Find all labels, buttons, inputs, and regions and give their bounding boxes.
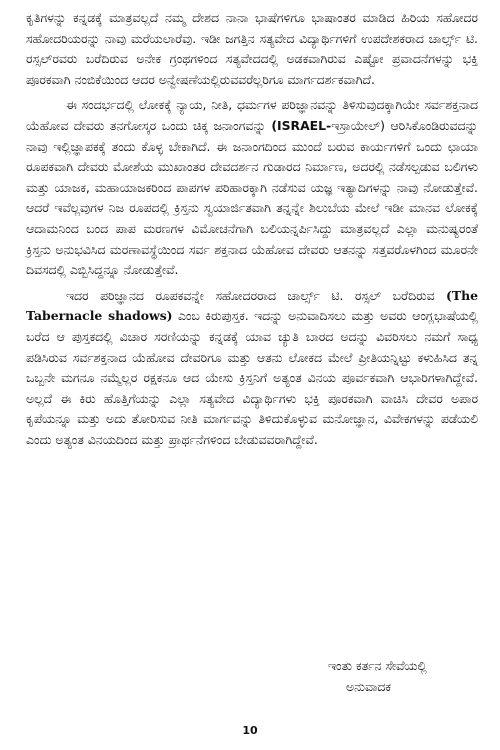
page-number: 10 — [242, 724, 258, 737]
paragraph-3 — [26, 286, 478, 451]
paragraph-2-text-a: ಈ ಸಂದರ್ಭದಲ್ಲಿ ಲೋಕಕ್ಕೆ ನ್ಯಾಯ, ನೀತಿ, ಧರ್ಮಗಳ ಪರಿಜ್ಞಾನವನ್ನು ತಿಳಿಸುವುದಕ್ಕಾಗಿಯೇ ಸರ್ವಶಕ್ತನಾದ ಯೆಹೋವ ದೇವರು ತನಗೋಸ್ಕರ ಒಂದು ಚಿಕ್ಕ ಜನಾಂಗವನ್ನು — [26, 97, 478, 133]
paragraph-3-text-a: ಇದರ ಪರಿಜ್ಞಾನದ ರೂಪಕವನ್ನೇ ಸಹೋದರರಾದ ಚಾರ್ಲ್ಸ್ ಟಿ. ರಸ್ಸಲ್ ಬರೆದಿರುವ — [66, 287, 435, 303]
paragraph-2-text-b: ಇಸ್ರಾಯೇಲ್) ಆರಿಸಿಕೊಂಡಿರುವದನ್ನು ನಾವು ಇಲ್ಲಿಜ್ಞಾಪಕಕ್ಕೆ ತಂದು ಕೊಳ್ಳ ಬೇಕಾಗಿದೆ. ಈ ಜನಾಂಗದಿಂದ ಮುಂದೆ ಬರುವ ಕಾರ್ಯಗಳಿಗೆ ಒಂದು ಛಾಯಾ ರೂಪಕವಾಗಿ ದೇವರು ಮೋಶೆಯ ಮುಖಾಂತರ ದೇವದರ್ಶನ ಗುಡಾರದ ನಿರ್ಮಾಣ, ಅದರಲ್ಲಿ ನಡೆಸಲ್ಪಡುವ ಬಲಿಗಳು ಮತ್ತು ಯಾಜಕ, ಮಹಾಯಾಜಕರಿಂದ ಪಾಪಗಳ ಪರಿಹಾರಕ್ಕಾಗಿ ನಡೆಸುವ ಯಜ್ಞ ಇತ್ಯಾದಿಗಳನ್ನು ನಾವು ನೋಡುತ್ತೇವೆ. ಆದರೆ ಇವೆಲ್ಲವುಗಳ ನಿಜ ರೂಪದಲ್ಲಿ ಕ್ರಿಸ್ತನು ಸ್ವಯಾರ್ಜಿತವಾಗಿ ತನ್ನನ್ನೇ ಶಿಲುಬೆಯ ಮೇಲೆ ಇಡೀ ಮಾನವ ಲೋಕಕ್ಕೆ ಆದಾಮನಿಂದ ಬಂದ ಪಾಪ ಮರಣಗಳ ವಿಮೋಚನೆಗಾಗಿ ಬಲಿಯನ್ನರ್ಪಿಸಿದ್ದು ಮಾತ್ರವಲ್ಲದೆ ಎಲ್ಲಾ ಮನುಷ್ಯರಂತೆ ಕ್ರಿಸ್ತನು ಅನುಭವಿಸಿದ ಮರಣಾವಸ್ಥೆಯಿಂದ ಸರ್ವ ಶಕ್ತನಾದ ಯೆಹೋವ ದೇವರು ಆತನನ್ನು ಸತ್ತವರೊಳಗಿಂದ ಮೂರನೇ ದಿವಸದಲ್ಲಿ ಎಬ್ಬಿಸಿದ್ದನ್ನೂ ನೋಡುತ್ತೇವೆ. — [26, 117, 478, 278]
signoff-block — [328, 656, 427, 697]
signoff-role: ಅನುವಾದಕ — [346, 678, 391, 694]
paragraph-2 — [26, 95, 478, 280]
paragraph-1 — [26, 8, 478, 90]
paragraph-2-latin-term: (ISRAEL- — [271, 117, 332, 133]
paragraph-3-book-title: (The Tabernacle shadows) — [26, 287, 478, 324]
paragraph-1-text: ಕೃತಿಗಳನ್ನು ಕನ್ನಡಕ್ಕೆ ಮಾತ್ರವಲ್ಲದೆ ನಮ್ಮ ದೇಶದ ನಾನಾ ಭಾಷೆಗಳಿಗೂ ಭಾಷಾಂತರ ಮಾಡಿದ ಹಿರಿಯ ಸಹೋದರ ಸಹೋದರಿಯರನ್ನು ನಾವು ಮರೆಯಲಾರೆವು. ಇಡೀ ಜಗತ್ತಿನ ಸತ್ಯವೇದ ವಿದ್ಯಾರ್ಥಿಗಳಿಗೆ ಉಪದೇಶಕರಾದ ಚಾರ್ಲ್ಸ್ ಟಿ. ರಸ್ಸಲ್‌ರವರು ಬರೆದಿರುವ ಅನೇಕ ಗ್ರಂಥಗಳಿಂದ ಸತ್ಯವೇದದಲ್ಲಿ ಅಡಕವಾಗಿರುವ ಎಷ್ಟೋ ಪ್ರವಾದನೆಗಳನ್ನು ಭಕ್ತಿ ಪೂರಕವಾಗಿ ನಂಬಿಕೆಯಿಂದ ಆದರ ಅನ್ವೇಷಣೆಯಲ್ಲಿರುವವರೆಲ್ಲರಿಗೂ ಮಾರ್ಗದರ್ಶಕವಾಗಿದೆ. — [26, 10, 478, 87]
paragraph-3-text-b: ಎಂಬ ಕಿರುಪುಸ್ತಕ. ಇದನ್ನು ಅನುವಾದಿಸಲು ಮತ್ತು ಅವರು ಆಂಗ್ಲಭಾಷೆಯಲ್ಲಿ ಬರೆದ ಆ ಪುಸ್ತಕದಲ್ಲಿ ವಿಚಾರ ಸರಣಿಯನ್ನು ಕನ್ನಡಕ್ಕೆ ಯಾವ ಚ್ಯುತಿ ಬಾರದ ಅದನ್ನು ವಿವರಿಸಲು ನಮಗೆ ಸಾಧ್ಯ ಪಡಿಸಿರುವ ಸರ್ವಶಕ್ತನಾದ ಯೆಹೋವ ದೇವರಿಗೂ ಮತ್ತು ಆತನು ಲೋಕದ ಮೇಲೆ ಪ್ರೀತಿಯನ್ನಿಟ್ಟು ಕಳುಹಿಸಿದ ತನ್ನ ಒಬ್ಬನೇ ಮಗನೂ ನಮ್ಮೆಲ್ಲರ ರಕ್ಷಕನೂ ಆದ ಯೇಸು ಕ್ರಿಸ್ತನಿಗೆ ಅತ್ಯಂತ ವಿನಯ ಪೂರ್ವಕವಾಗಿ ಆಭಾರಿಗಳಾಗಿದ್ದೇವೆ. ಅಲ್ಲದೆ ಈ ಕಿರು ಹೊತ್ತಿಗೆಯನ್ನು ಎಲ್ಲಾ ಸತ್ಯವೇದ ವಿದ್ಯಾರ್ಥಿಗಳು ಭಕ್ತಿ ಪೂರಕವಾಗಿ ವಾಚಿಸಿ ದೇವರ ಅಪಾರ ಕೃಪೆಯನ್ನೂ ಮತ್ತು ಅದು ತೋರಿಸುವ ನೀತಿ ಮಾರ್ಗವನ್ನು ತಿಳಿದುಕೊಳ್ಳುವ ಮನೋಜ್ಞಾನ, ವಿವೇಕಗಳನ್ನು ಪಡೆಯಲಿ ಎಂದು ಅತ್ಯಂತ ವಿನಯದಿಂದ ಮತ್ತು ಪ್ರಾರ್ಥನೆಗಳಿಂದ ಬೇಡುವವರಾಗಿದ್ದೇವೆ. — [26, 308, 478, 447]
signoff-line: ಇಂತು ಕರ್ತನ ಸೇವೆಯಲ್ಲಿ — [328, 658, 427, 673]
